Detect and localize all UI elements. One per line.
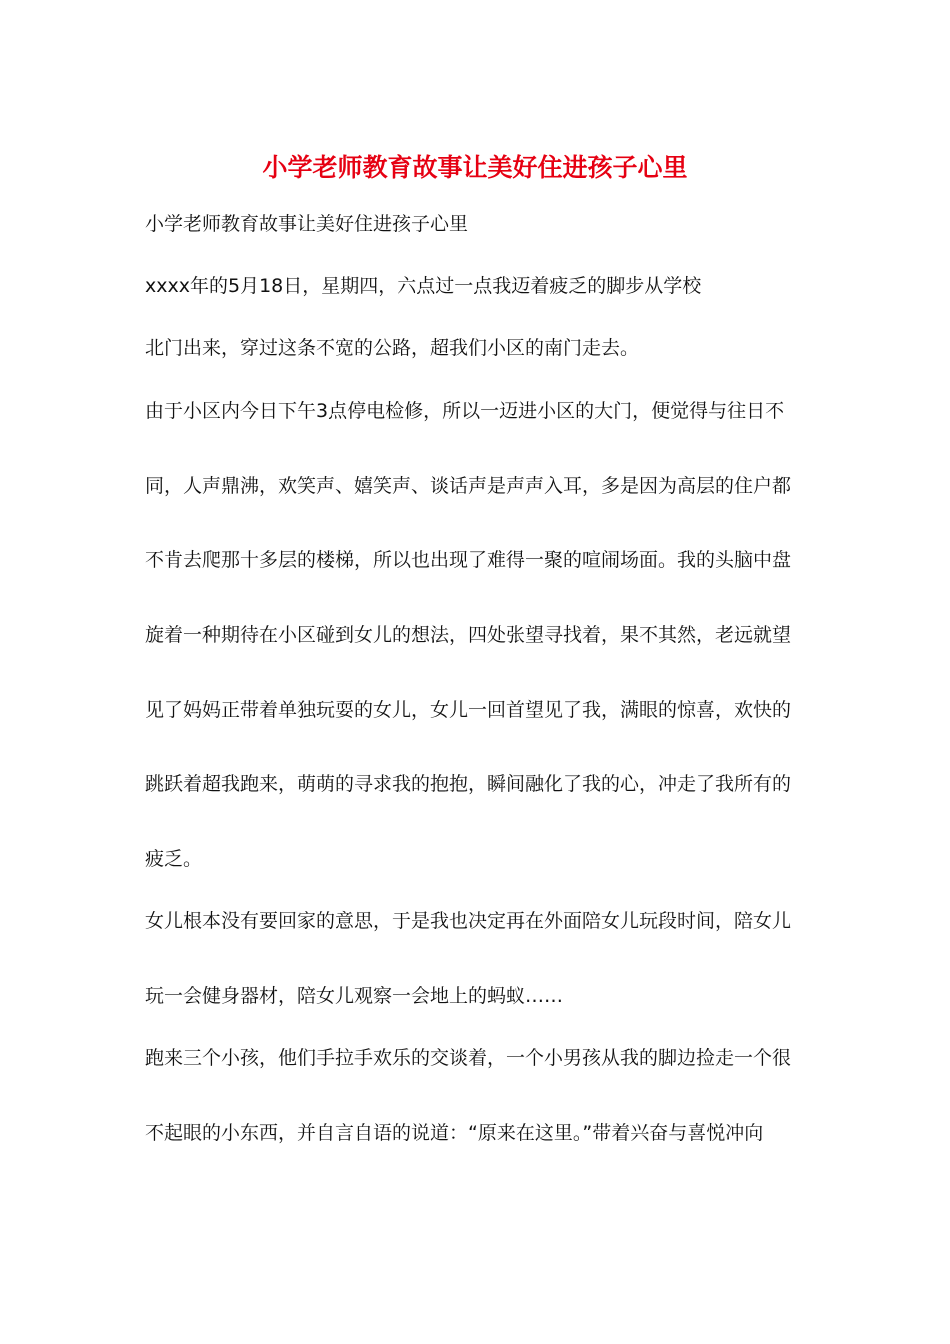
document-title: 小学老师教育故事让美好住进孩子心里 (262, 153, 688, 182)
text-line: 跑来三个小孩，他们手拉手欢乐的交谈着，一个小男孩从我的脚边捡走一个很 (145, 1047, 792, 1069)
text-line: 北门出来，穿过这条不宽的公路，超我们小区的南门走去。 (145, 337, 640, 359)
text-line: 同，人声鼎沸，欢笑声、嬉笑声、谈话声是声声入耳，多是因为高层的住户都 (145, 475, 792, 497)
text-line: 疲乏。 (145, 848, 203, 870)
text-line: 小学老师教育故事让美好住进孩子心里 (145, 213, 469, 235)
text-line: 由于小区内今日下午3点停电检修，所以一迈进小区的大门，便觉得与往日不 (145, 400, 785, 422)
text-line: 不肯去爬那十多层的楼梯，所以也出现了难得一聚的喧闹场面。我的头脑中盘 (145, 549, 792, 571)
text-line: 跳跃着超我跑来，萌萌的寻求我的抱抱，瞬间融化了我的心，冲走了我所有的 (145, 773, 792, 795)
text-line: 旋着一种期待在小区碰到女儿的想法，四处张望寻找着，果不其然，老远就望 (145, 624, 792, 646)
text-line: 玩一会健身器材，陪女儿观察一会地上的蚂蚁…… (145, 985, 564, 1007)
text-line: 不起眼的小东西，并自言自语的说道：“原来在这里。”带着兴奋与喜悦冲向 (145, 1122, 764, 1144)
text-line: xxxx年的5月18日，星期四，六点过一点我迈着疲乏的脚步从学校 (145, 275, 702, 297)
text-line: 女儿根本没有要回家的意思，于是我也决定再在外面陪女儿玩段时间，陪女儿 (145, 910, 792, 932)
text-line: 见了妈妈正带着单独玩耍的女儿，女儿一回首望见了我，满眼的惊喜，欢快的 (145, 699, 792, 721)
